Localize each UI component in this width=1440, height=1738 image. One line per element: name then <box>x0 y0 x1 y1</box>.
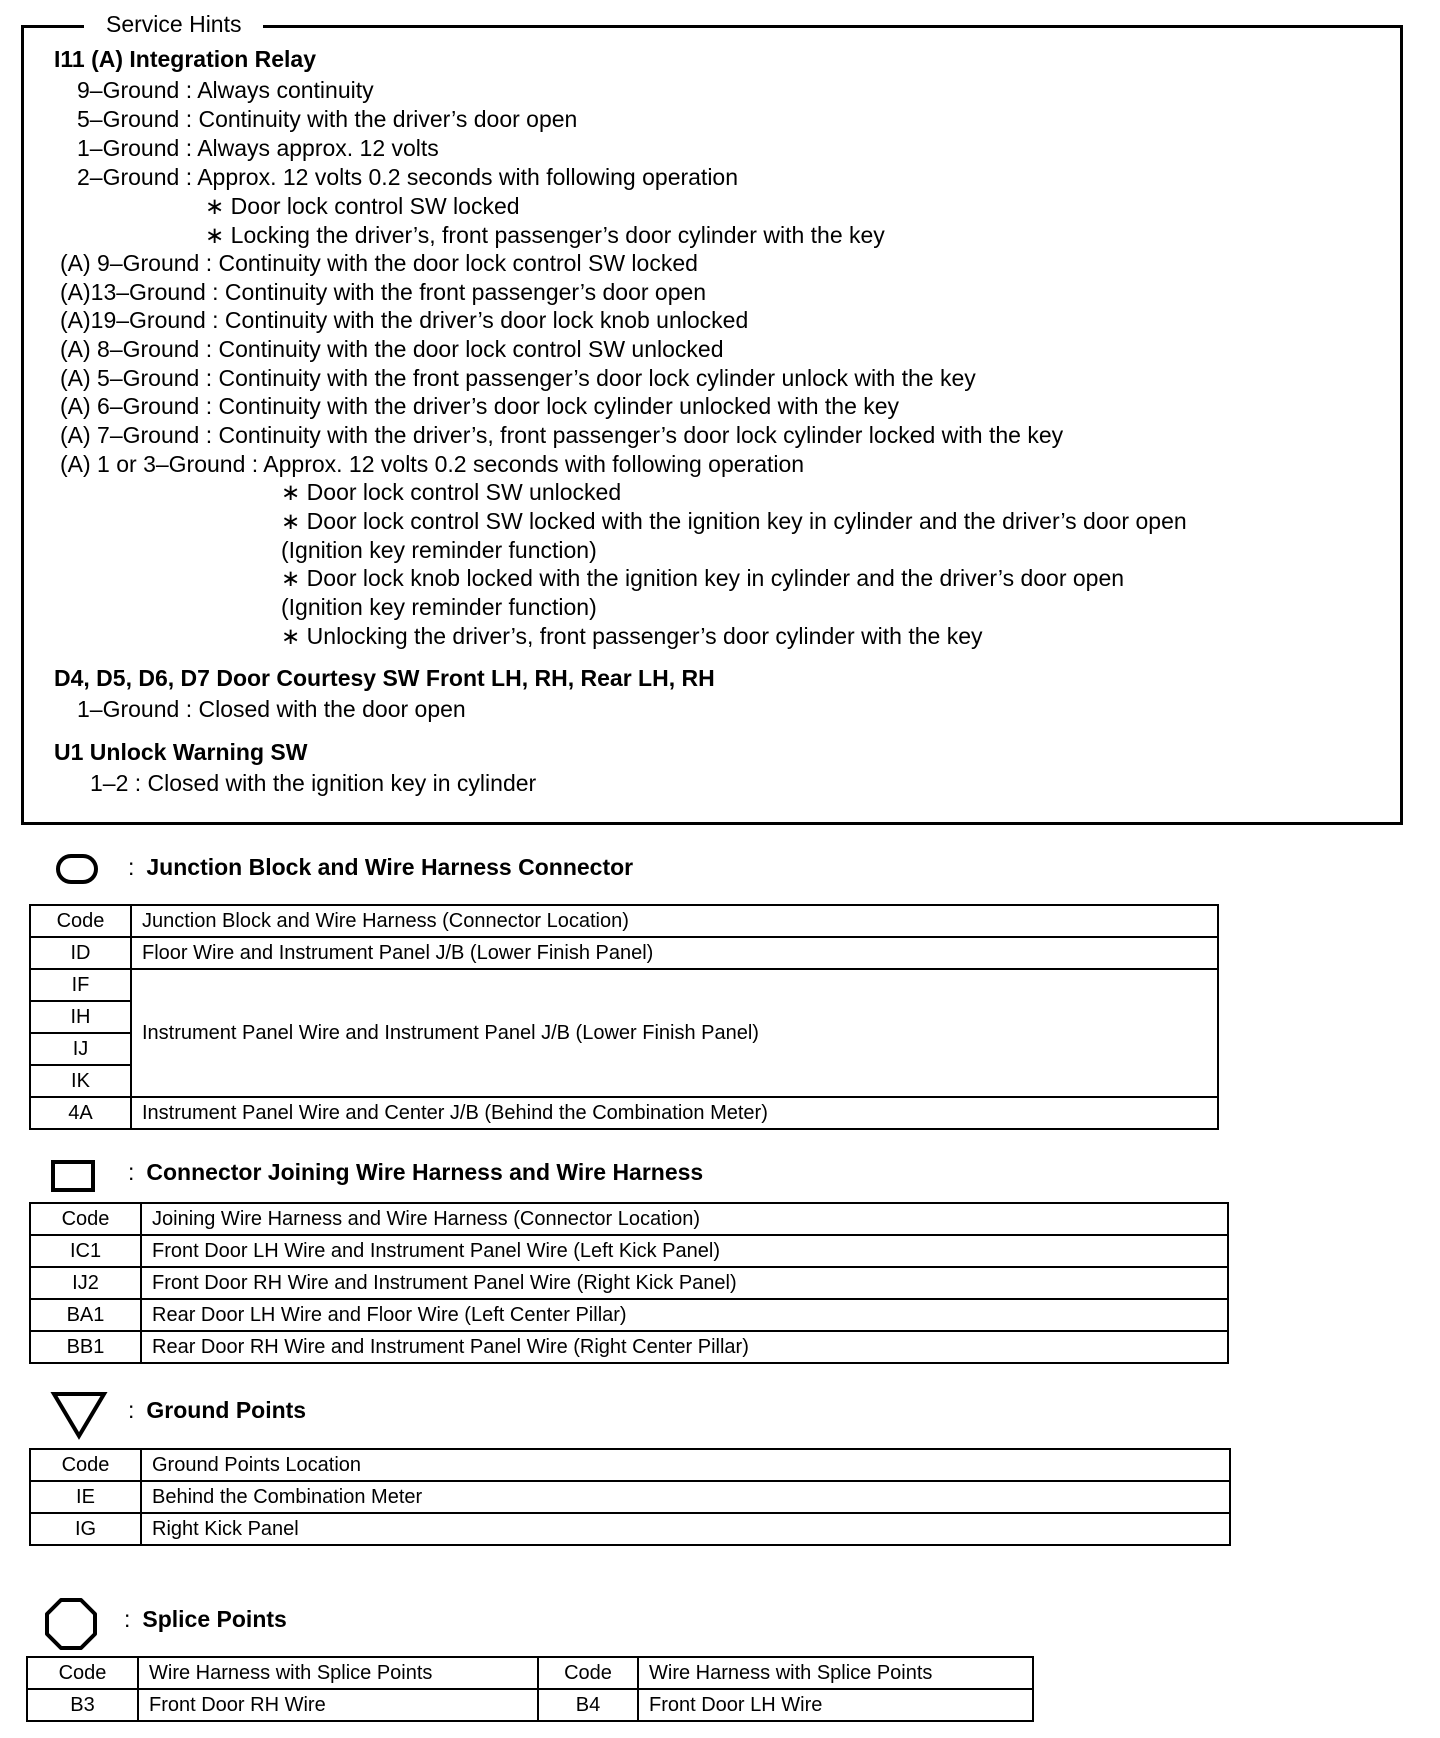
junction-desc: Floor Wire and Instrument Panel J/B (Lower Finish Panel) <box>131 937 1218 969</box>
u1-header: U1 Unlock Warning SW <box>54 739 308 765</box>
i11-a-sub-line-3: (Ignition key reminder function) <box>281 537 597 563</box>
triangle-symbol-icon <box>50 1390 108 1440</box>
table-row <box>30 1097 1218 1129</box>
i11-header: I11 (A) Integration Relay <box>54 46 317 72</box>
table-row <box>30 1513 1230 1545</box>
connector-title: : Connector Joining Wire Harness and Wire Harness <box>128 1159 704 1185</box>
i11-sub-line-2: ∗ Locking the driver’s, front passenger’s door cylinder with the key <box>205 222 885 248</box>
splice-code: B3 <box>27 1689 138 1721</box>
junction-code: ID <box>30 937 131 969</box>
junction-title: : Junction Block and Wire Harness Connector <box>128 854 634 880</box>
i11-a-line-8: (A) 1 or 3–Ground : Approx. 12 volts 0.2 seconds with following operation <box>60 451 805 477</box>
splice-title: : Splice Points <box>124 1606 287 1632</box>
i11-sub-line-1: ∗ Door lock control SW locked <box>205 193 520 219</box>
table-row <box>30 1331 1228 1363</box>
junction-code: 4A <box>30 1097 131 1129</box>
splice-col-desc: Wire Harness with Splice Points <box>638 1657 1033 1689</box>
junction-col-desc: Junction Block and Wire Harness (Connector Location) <box>131 905 1218 937</box>
i11-line-3: 1–Ground : Always approx. 12 volts <box>77 135 439 161</box>
ground-title: : Ground Points <box>128 1397 307 1423</box>
i11-a-line-6: (A) 6–Ground : Continuity with the driver’s door lock cylinder unlocked with the key <box>60 393 900 419</box>
table-row <box>30 1299 1228 1331</box>
junction-code: IJ <box>30 1033 131 1065</box>
connector-code: IJ2 <box>30 1267 141 1299</box>
ground-desc: Right Kick Panel <box>141 1513 1230 1545</box>
table-row <box>30 969 1218 1001</box>
i11-a-line-3: (A)19–Ground : Continuity with the driver’s door lock knob unlocked <box>60 307 749 333</box>
connector-code: BA1 <box>30 1299 141 1331</box>
table-header-row <box>27 1657 1033 1689</box>
connector-code: BB1 <box>30 1331 141 1363</box>
ground-code: IE <box>30 1481 141 1513</box>
splice-col-desc: Wire Harness with Splice Points <box>138 1657 538 1689</box>
connector-code: IC1 <box>30 1235 141 1267</box>
splice-table <box>26 1656 1034 1722</box>
u1-line: 1–2 : Closed with the ignition key in cylinder <box>90 770 537 796</box>
i11-line-2: 5–Ground : Continuity with the driver’s door open <box>77 106 578 132</box>
i11-a-line-2: (A)13–Ground : Continuity with the front passenger’s door open <box>60 279 707 305</box>
oval-symbol-icon <box>55 853 99 885</box>
connector-table <box>29 1202 1229 1364</box>
i11-a-sub-line-4: ∗ Door lock knob locked with the ignition key in cylinder and the driver’s door open <box>281 565 1125 591</box>
connector-col-code: Code <box>30 1203 141 1235</box>
i11-a-sub-line-6: ∗ Unlocking the driver’s, front passenger’s door cylinder with the key <box>281 623 983 649</box>
d-sw-line: 1–Ground : Closed with the door open <box>77 696 466 722</box>
i11-a-sub-line-2: ∗ Door lock control SW locked with the ignition key in cylinder and the driver’s door open <box>281 508 1187 534</box>
splice-col-code: Code <box>27 1657 138 1689</box>
junction-merged-desc: Instrument Panel Wire and Instrument Panel J/B (Lower Finish Panel) <box>131 969 1218 1097</box>
table-row <box>27 1689 1033 1721</box>
i11-a-line-4: (A) 8–Ground : Continuity with the door lock control SW unlocked <box>60 336 724 362</box>
i11-line-4: 2–Ground : Approx. 12 volts 0.2 seconds with following operation <box>77 164 739 190</box>
ground-col-desc: Ground Points Location <box>141 1449 1230 1481</box>
ground-code: IG <box>30 1513 141 1545</box>
table-row <box>30 1235 1228 1267</box>
junction-table <box>29 904 1219 1130</box>
table-header-row <box>30 905 1218 937</box>
connector-desc: Front Door LH Wire and Instrument Panel Wire (Left Kick Panel) <box>141 1235 1228 1267</box>
junction-code: IK <box>30 1065 131 1097</box>
table-header-row <box>30 1203 1228 1235</box>
d-sw-header: D4, D5, D6, D7 Door Courtesy SW Front LH, RH, Rear LH, RH <box>54 665 715 691</box>
octagon-symbol-icon <box>44 1597 98 1651</box>
table-row <box>30 1481 1230 1513</box>
connector-col-desc: Joining Wire Harness and Wire Harness (Connector Location) <box>141 1203 1228 1235</box>
service-hints-title: Service Hints <box>84 10 263 38</box>
ground-desc: Behind the Combination Meter <box>141 1481 1230 1513</box>
i11-a-line-1: (A) 9–Ground : Continuity with the door lock control SW locked <box>60 250 698 276</box>
connector-desc: Rear Door RH Wire and Instrument Panel Wire (Right Center Pillar) <box>141 1331 1228 1363</box>
junction-code: IF <box>30 969 131 1001</box>
table-row <box>30 1267 1228 1299</box>
table-row <box>30 937 1218 969</box>
ground-col-code: Code <box>30 1449 141 1481</box>
connector-desc: Rear Door LH Wire and Floor Wire (Left Center Pillar) <box>141 1299 1228 1331</box>
i11-a-sub-line-1: ∗ Door lock control SW unlocked <box>281 479 622 505</box>
ground-table <box>29 1448 1231 1546</box>
splice-desc: Front Door RH Wire <box>138 1689 538 1721</box>
connector-desc: Front Door RH Wire and Instrument Panel Wire (Right Kick Panel) <box>141 1267 1228 1299</box>
junction-code: IH <box>30 1001 131 1033</box>
rectangle-symbol-icon <box>51 1160 97 1194</box>
junction-col-code: Code <box>30 905 131 937</box>
i11-line-1: 9–Ground : Always continuity <box>77 77 374 103</box>
i11-a-sub-line-5: (Ignition key reminder function) <box>281 594 597 620</box>
splice-code: B4 <box>538 1689 638 1721</box>
i11-a-line-7: (A) 7–Ground : Continuity with the driver’s, front passenger’s door lock cylinder locked with the key <box>60 422 1064 448</box>
splice-desc: Front Door LH Wire <box>638 1689 1033 1721</box>
table-header-row <box>30 1449 1230 1481</box>
i11-a-line-5: (A) 5–Ground : Continuity with the front passenger’s door lock cylinder unlock with the key <box>60 365 976 391</box>
splice-col-code: Code <box>538 1657 638 1689</box>
junction-desc: Instrument Panel Wire and Center J/B (Behind the Combination Meter) <box>131 1097 1218 1129</box>
